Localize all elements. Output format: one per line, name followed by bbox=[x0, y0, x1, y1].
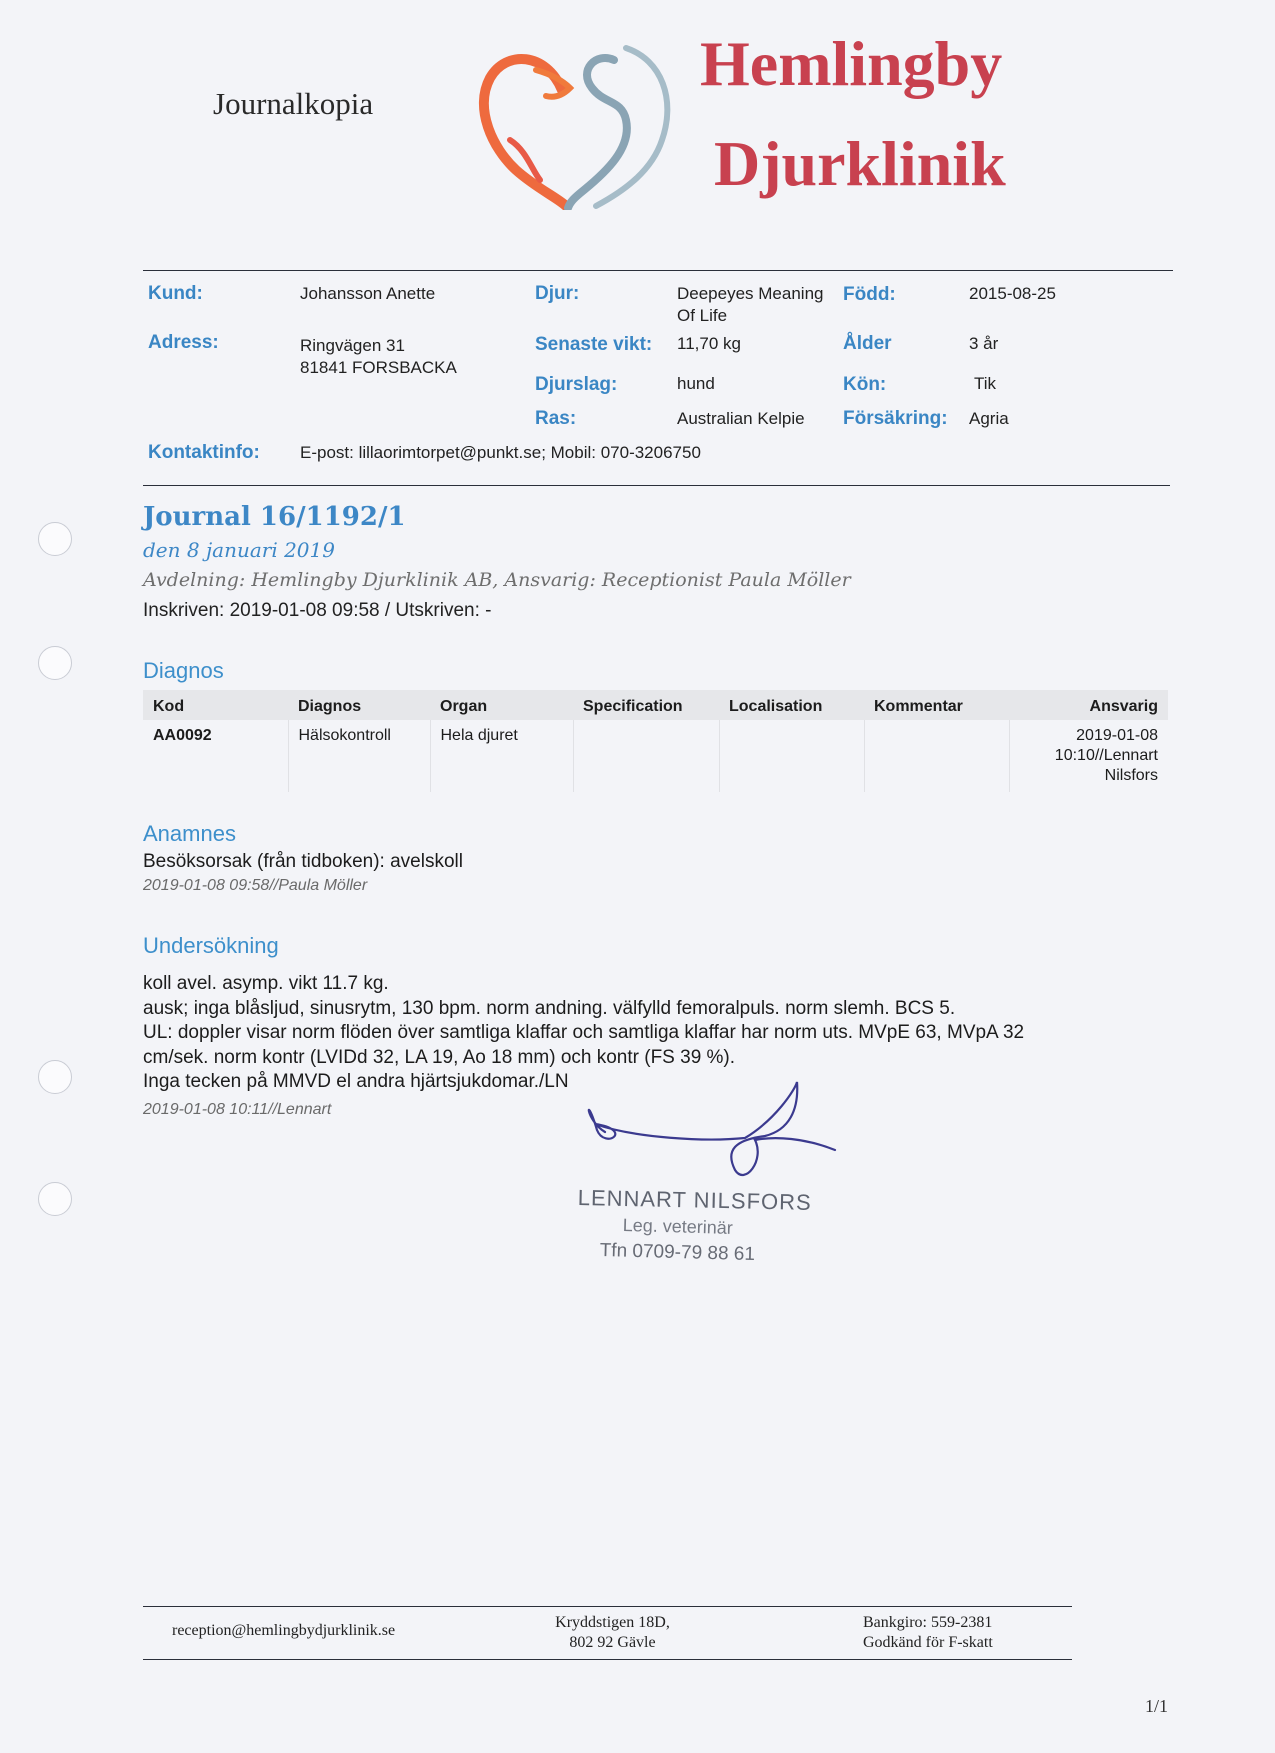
forsakring-value: Agria bbox=[969, 409, 1009, 428]
forsakring-label: Försäkring: bbox=[843, 408, 948, 429]
doc-label: Journalkopia bbox=[213, 86, 374, 121]
kon-label: Kön: bbox=[843, 374, 887, 395]
stamp-phone: Tfn 0709-79 88 61 bbox=[599, 1240, 756, 1266]
adress-line2: 81841 FORSBACKA bbox=[300, 358, 457, 377]
kontakt-label: Kontaktinfo: bbox=[148, 442, 260, 463]
cell-organ: Hela djuret bbox=[430, 720, 573, 792]
anamnes-text: Besöksorsak (från tidboken): avelskoll bbox=[143, 851, 463, 872]
punch-hole bbox=[38, 1060, 72, 1094]
undersokning-line: UL: doppler visar norm flöden över samtliga klaffar och samtliga klaffar har norm uts. MVpE 63, MVpA 32 bbox=[143, 1022, 1025, 1043]
signature-icon bbox=[575, 1080, 845, 1190]
journal-title: Journal 16/1192/1 bbox=[143, 502, 406, 532]
djur-label: Djur: bbox=[535, 283, 580, 304]
divider bbox=[143, 485, 1170, 486]
page-number: 1/1 bbox=[1145, 1696, 1169, 1716]
undersokning-line: Inga tecken på MMVD el andra hjärtsjukdomar./LN bbox=[143, 1071, 569, 1092]
punch-hole bbox=[38, 1182, 72, 1216]
footer-email: reception@hemlingbydjurklinik.se bbox=[172, 1622, 396, 1639]
journal-date: den 8 januari 2019 bbox=[143, 538, 335, 562]
col-ansvarig: Ansvarig bbox=[1009, 690, 1168, 720]
footer-bank bbox=[863, 1613, 993, 1653]
footer-bankgiro: Bankgiro: 559-2381 bbox=[863, 1614, 993, 1631]
divider bbox=[143, 270, 1173, 271]
vikt-label: Senaste vikt: bbox=[535, 334, 653, 355]
footer-address bbox=[510, 1613, 715, 1653]
undersokning-line: koll avel. asymp. vikt 11.7 kg. bbox=[143, 973, 389, 994]
cell-kommentar bbox=[864, 720, 1009, 792]
cell-localisation bbox=[719, 720, 864, 792]
divider bbox=[143, 1659, 1072, 1660]
diagnos-heading: Diagnos bbox=[143, 658, 224, 683]
punch-hole bbox=[38, 646, 72, 680]
col-kod: Kod bbox=[143, 690, 288, 720]
kon-value: Tik bbox=[974, 374, 997, 393]
fodd-label: Född: bbox=[843, 284, 896, 305]
punch-hole bbox=[38, 522, 72, 556]
kund-value: Johansson Anette bbox=[300, 284, 436, 303]
col-diagnos: Diagnos bbox=[288, 690, 430, 720]
kontakt-value: E-post: lillaorimtorpet@punkt.se; Mobil: 070-3206750 bbox=[300, 443, 701, 462]
footer-address-line: 802 92 Gävle bbox=[569, 1634, 656, 1651]
ansvarig-line: 10:10//Lennart bbox=[1054, 747, 1158, 764]
ras-label: Ras: bbox=[535, 408, 577, 429]
ras-value: Australian Kelpie bbox=[677, 409, 805, 428]
stamp-title: Leg. veterinär bbox=[622, 1215, 734, 1238]
clinic-name-line2: Djurklinik bbox=[714, 128, 1006, 199]
footer-address-line: Kryddstigen 18D, bbox=[555, 1614, 670, 1631]
djur-line1: Deepeyes Meaning bbox=[677, 284, 824, 303]
diagnos-table-wrap bbox=[143, 690, 1168, 792]
cell-kod: AA0092 bbox=[143, 720, 288, 792]
clinic-name-line1: Hemlingby bbox=[700, 28, 1003, 99]
divider bbox=[143, 1606, 1072, 1607]
cell-diagnos: Hälsokontroll bbox=[288, 720, 430, 792]
adress-label: Adress: bbox=[148, 332, 219, 353]
djur-line2: Of Life bbox=[677, 306, 728, 325]
adress-line1: Ringvägen 31 bbox=[300, 336, 405, 355]
journal-avdelning: Avdelning: Hemlingby Djurklinik AB, Ansvarig: Receptionist Paula Möller bbox=[143, 569, 851, 591]
undersokning-line: cm/sek. norm kontr (LVIDd 32, LA 19, Ao 18 mm) och kontr (FS 39 %). bbox=[143, 1046, 736, 1068]
stamp-name: LENNART NILSFORS bbox=[577, 1185, 812, 1215]
djurslag-label: Djurslag: bbox=[535, 374, 618, 395]
table-row bbox=[143, 720, 1168, 792]
vikt-value: 11,70 kg bbox=[677, 334, 741, 353]
col-specification: Specification bbox=[573, 690, 719, 720]
undersokning-sign: 2019-01-08 10:11//Lennart bbox=[143, 1101, 332, 1118]
undersokning-line: ausk; inga blåsljud, sinusrytm, 130 bpm. norm andning. välfylld femoralpuls. norm slemh. BCS 5. bbox=[143, 997, 956, 1019]
col-localisation: Localisation bbox=[719, 690, 864, 720]
ansvarig-line: 2019-01-08 bbox=[1076, 727, 1158, 744]
alder-label: Ålder bbox=[843, 333, 892, 354]
col-organ: Organ bbox=[430, 690, 573, 720]
fodd-value: 2015-08-25 bbox=[969, 284, 1056, 303]
kund-label: Kund: bbox=[148, 283, 203, 304]
djurslag-value: hund bbox=[677, 374, 715, 393]
footer-fskatt: Godkänd för F-skatt bbox=[863, 1634, 993, 1651]
undersokning-body bbox=[143, 972, 1143, 1095]
journal-inskriven: Inskriven: 2019-01-08 09:58 / Utskriven: - bbox=[143, 600, 492, 621]
cell-specification bbox=[573, 720, 719, 792]
anamnes-heading: Anamnes bbox=[143, 821, 236, 846]
table-header-row bbox=[143, 690, 1168, 720]
alder-value: 3 år bbox=[969, 334, 999, 353]
col-kommentar: Kommentar bbox=[864, 690, 1009, 720]
ansvarig-line: Nilsfors bbox=[1104, 767, 1158, 784]
anamnes-sign: 2019-01-08 09:58//Paula Möller bbox=[143, 877, 368, 894]
clinic-logo-icon bbox=[466, 30, 684, 210]
cell-ansvarig bbox=[1009, 720, 1168, 792]
undersokning-heading: Undersökning bbox=[143, 933, 279, 958]
diagnos-table bbox=[143, 690, 1168, 792]
